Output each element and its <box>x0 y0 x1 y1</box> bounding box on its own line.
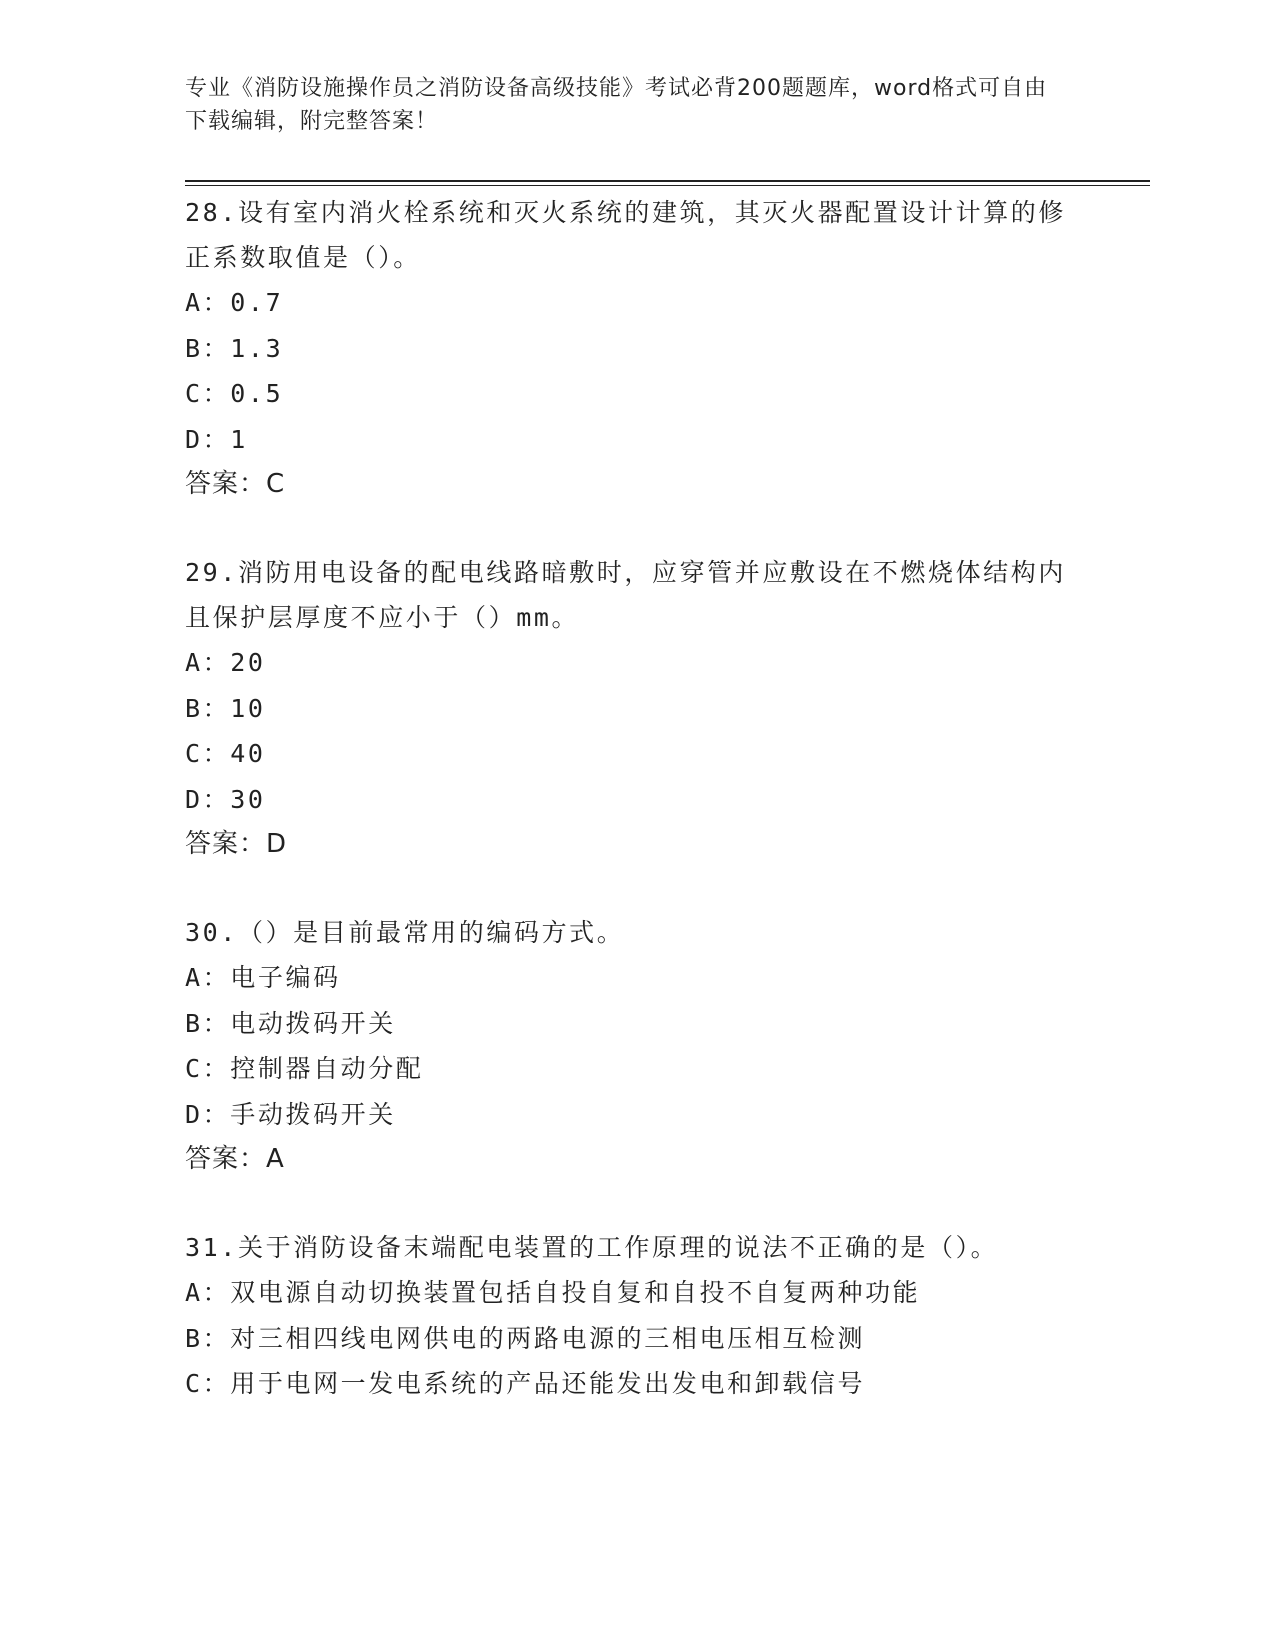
option-b <box>185 1001 1085 1047</box>
question-stem: 消防用电设备的配电线路暗敷时，应穿管并应敷设在不燃烧体结构内且保护层厚度不应小于（）mm。 <box>185 558 1066 632</box>
option-label: B： <box>185 693 231 723</box>
option-a <box>185 280 1085 326</box>
option-a <box>185 1270 1085 1316</box>
question-text <box>185 190 1085 280</box>
option-c <box>185 371 1085 417</box>
option-c <box>185 731 1085 777</box>
option-d <box>185 777 1085 823</box>
option-text: 40 <box>230 739 266 768</box>
question-spacer <box>185 867 1085 910</box>
question-31 <box>185 1225 1085 1407</box>
option-text: 0.7 <box>230 288 284 317</box>
option-label: C： <box>185 379 231 408</box>
option-a <box>185 955 1085 1001</box>
question-list <box>185 190 1085 1407</box>
answer-text: 答案：C <box>185 469 286 499</box>
question-30 <box>185 910 1085 1182</box>
option-label: D： <box>185 1099 231 1129</box>
option-a <box>185 640 1085 686</box>
header-divider-thin <box>185 185 1150 186</box>
option-label: B： <box>185 1323 231 1353</box>
option-label: A： <box>185 648 231 677</box>
option-b <box>185 1316 1085 1362</box>
question-number: 31. <box>185 1233 238 1262</box>
option-text: 10 <box>230 693 266 723</box>
option-text: 1 <box>230 424 248 454</box>
option-label: C： <box>185 739 231 768</box>
option-text: 0.5 <box>230 379 284 408</box>
document-header <box>185 72 1065 138</box>
option-text: 电动拨码开关 <box>230 1008 396 1038</box>
option-label: A： <box>185 288 231 317</box>
answer-text: 答案：D <box>185 829 288 859</box>
question-spacer <box>185 1182 1085 1225</box>
option-text: 手动拨码开关 <box>230 1099 396 1129</box>
question-text <box>185 910 1085 955</box>
option-label: D： <box>185 784 231 814</box>
question-stem: 设有室内消火栓系统和灭火系统的建筑，其灭火器配置设计计算的修正系数取值是（）。 <box>185 198 1066 272</box>
question-28 <box>185 190 1085 507</box>
question-number: 30. <box>185 918 238 947</box>
question-stem: 关于消防设备末端配电装置的工作原理的说法不正确的是（）。 <box>237 1233 999 1262</box>
option-b <box>185 686 1085 732</box>
option-label: C： <box>185 1054 231 1083</box>
question-text <box>185 1225 1085 1270</box>
option-d <box>185 417 1085 463</box>
option-d <box>185 1092 1085 1138</box>
option-label: B： <box>185 333 231 363</box>
question-number: 28. <box>185 198 238 227</box>
option-label: B： <box>185 1008 231 1038</box>
question-spacer <box>185 507 1085 550</box>
option-text: 1.3 <box>230 333 284 363</box>
option-label: A： <box>185 963 231 992</box>
option-label: D： <box>185 424 231 454</box>
option-text: 控制器自动分配 <box>230 1054 424 1083</box>
option-text: 30 <box>230 784 266 814</box>
header-divider-thick <box>185 180 1150 182</box>
option-text: 对三相四线电网供电的两路电源的三相电压相互检测 <box>230 1323 866 1353</box>
option-text: 电子编码 <box>230 963 341 992</box>
question-text <box>185 550 1085 640</box>
option-text: 用于电网一发电系统的产品还能发出发电和卸载信号 <box>230 1369 866 1398</box>
question-number: 29. <box>185 558 238 587</box>
header-text: 专业《消防设施操作员之消防设备高级技能》考试必背200题题库，word格式可自由下载编辑，附完整答案！ <box>185 76 1048 134</box>
option-label: A： <box>185 1278 231 1307</box>
option-label: C： <box>185 1369 231 1398</box>
answer-text: 答案：A <box>185 1144 285 1174</box>
option-text: 20 <box>230 648 266 677</box>
option-c <box>185 1361 1085 1407</box>
option-text: 双电源自动切换装置包括自投自复和自投不自复两种功能 <box>230 1278 921 1307</box>
question-stem: （）是目前最常用的编码方式。 <box>237 918 625 947</box>
question-29 <box>185 550 1085 867</box>
option-b <box>185 326 1085 372</box>
option-c <box>185 1046 1085 1092</box>
